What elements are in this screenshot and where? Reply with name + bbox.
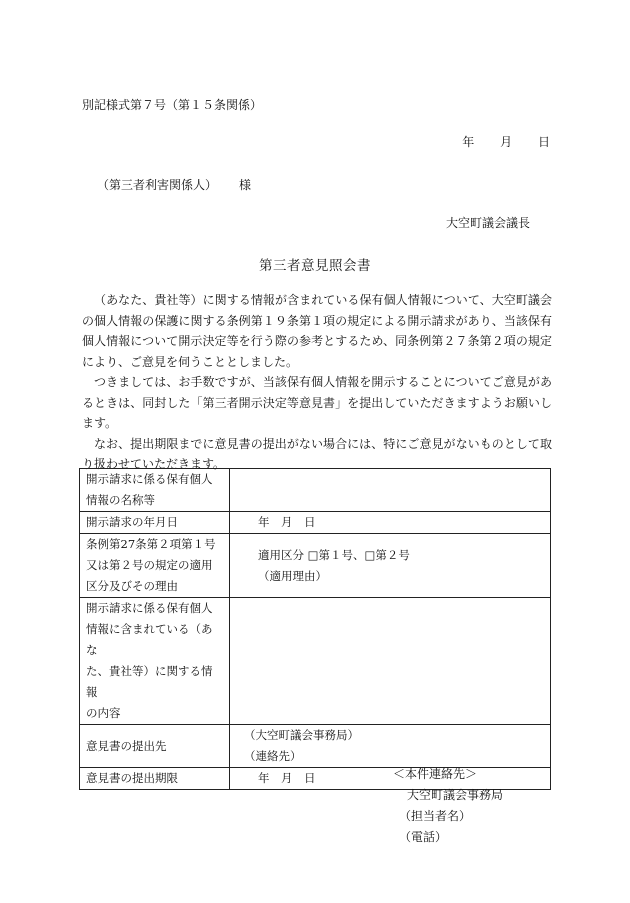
row-label-target-info: 開示請求に係る保有個人 情報の名称等 bbox=[80, 469, 230, 512]
sender: 大空町議会議長 bbox=[445, 216, 530, 230]
contact-office: 大空町議会事務局 bbox=[407, 788, 504, 802]
addressee-line bbox=[97, 176, 251, 193]
contact-phone: （電話） bbox=[399, 830, 448, 844]
row-label-request-date: 開示請求の年月日 bbox=[80, 512, 230, 534]
table-row bbox=[80, 598, 551, 725]
contact-person: （担当者名） bbox=[399, 809, 472, 823]
table-row bbox=[80, 512, 551, 534]
honorific: 様 bbox=[239, 178, 252, 192]
row-value-info-content[interactable] bbox=[230, 598, 551, 725]
date-month: 月 bbox=[500, 135, 513, 149]
body-text bbox=[82, 290, 552, 475]
contact-heading: ＜本件連絡先＞ bbox=[393, 767, 478, 781]
submit-contact: （連絡先） bbox=[244, 749, 302, 763]
body-paragraph-1: （あなた、貴社等）に関する情報が含まれている保有個人情報について、大空町議会の個人情報の保護に関する条例第１９条第１項の規定による開示請求があり、当該保有個人情報について開示決定等を行う際の参考とするため、同条例第２７条第２項の規定により、ご意見を伺うこととしました。 bbox=[82, 293, 552, 369]
form-number-label: 別記様式第７号（第１５条関係） bbox=[82, 98, 263, 112]
row-value-applicable-clause[interactable] bbox=[230, 534, 551, 598]
row-label-applicable-clause: 条例第27条第２項第１号 又は第２号の規定の適用 区分及びその理由 bbox=[80, 534, 230, 598]
date-line bbox=[440, 133, 550, 150]
row-value-target-info[interactable] bbox=[230, 469, 551, 512]
date-day: 日 bbox=[537, 135, 550, 149]
applicable-category: 適用区分 □第１号、□第２号 bbox=[258, 547, 410, 562]
applicable-reason: （適用理由） bbox=[258, 568, 327, 583]
row-label-submit-to: 意見書の提出先 bbox=[80, 725, 230, 768]
contact-block bbox=[393, 764, 503, 848]
date-year: 年 bbox=[462, 135, 475, 149]
row-value-submit-to[interactable] bbox=[230, 725, 551, 768]
table-row bbox=[80, 469, 551, 512]
body-paragraph-2: つきましては、お手数ですが、当該保有個人情報を開示することについてご意見があるときは、同封した「第三者開示決定等意見書」を提出していただきますようお願いします。 bbox=[82, 375, 552, 430]
addressee: （第三者利害関係人） bbox=[97, 178, 218, 192]
row-value-deadline[interactable]: 年 月 日 bbox=[230, 768, 551, 790]
document-title: 第三者意見照会書 bbox=[259, 258, 371, 274]
info-table bbox=[79, 468, 551, 790]
row-label-deadline: 意見書の提出期限 bbox=[80, 768, 230, 790]
row-label-info-content: 開示請求に係る保有個人 情報に含まれている（あな た、貴社等）に関する情報 の内容 bbox=[80, 598, 230, 725]
submit-office: （大空町議会事務局） bbox=[244, 728, 359, 742]
table-row bbox=[80, 725, 551, 768]
table-row bbox=[80, 534, 551, 598]
body-paragraph-3: なお、提出期限までに意見書の提出がない場合には、特にご意見がないものとして取り扱わせていただきます。 bbox=[82, 436, 552, 471]
row-value-request-date[interactable]: 年 月 日 bbox=[230, 512, 551, 534]
